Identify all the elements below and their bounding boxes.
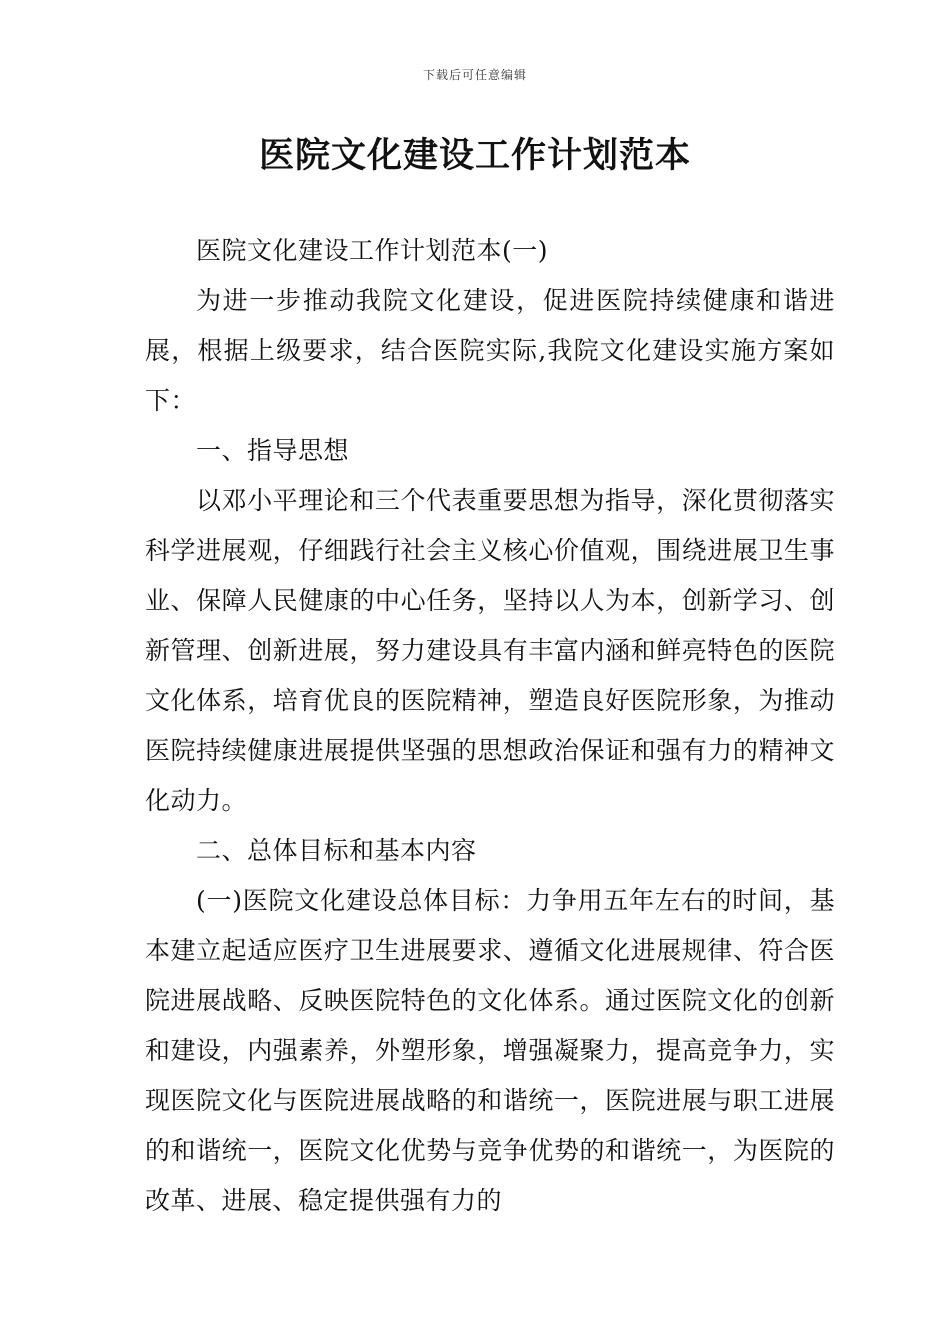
document-title: 医院文化建设工作计划范本: [258, 135, 691, 176]
overall-goals-paragraph: (一)医院文化建设总体目标：力争用五年左右的时间，基本建立起适应医疗卫生进展要求、遵循文化进展规律、符合医院进展战略、反映医院特色的文化体系。通过医院文化的创新和建设，内强素养，外塑形象，增强凝聚力，提高竞争力，实现医院文化与医院进展战略的和谐统一，医院进展与职工进展的和谐统一，医院文化优势与竞争优势的和谐统一，为医院的改革、进展、稳定提供强有力的: [145, 886, 835, 1215]
heading-overall-goals: 二、总体目标和基本内容: [196, 836, 477, 865]
header-note: 下载后可任意编辑: [422, 68, 527, 82]
guiding-ideology-paragraph: 以邓小平理论和三个代表重要思想为指导，深化贯彻落实科学进展观，仔细践行社会主义核心价值观，围绕进展卫生事业、保障人民健康的中心任务，坚持以人为本，创新学习、创新管理、创新进展，努力建设具有丰富内涵和鲜亮特色的医院文化体系，培育优良的医院精神，塑造良好医院形象，为推动医院持续健康进展提供坚强的思想政治保证和强有力的精神文化动力。: [145, 486, 835, 815]
document-body: [145, 226, 835, 1226]
section-subtitle: 医院文化建设工作计划范本(一): [196, 236, 549, 265]
heading-guiding-ideology: 一、指导思想: [196, 436, 350, 465]
intro-paragraph: 为进一步推动我院文化建设，促进医院持续健康和谐进展，根据上级要求，结合医院实际,我院文化建设实施方案如下：: [145, 286, 835, 415]
